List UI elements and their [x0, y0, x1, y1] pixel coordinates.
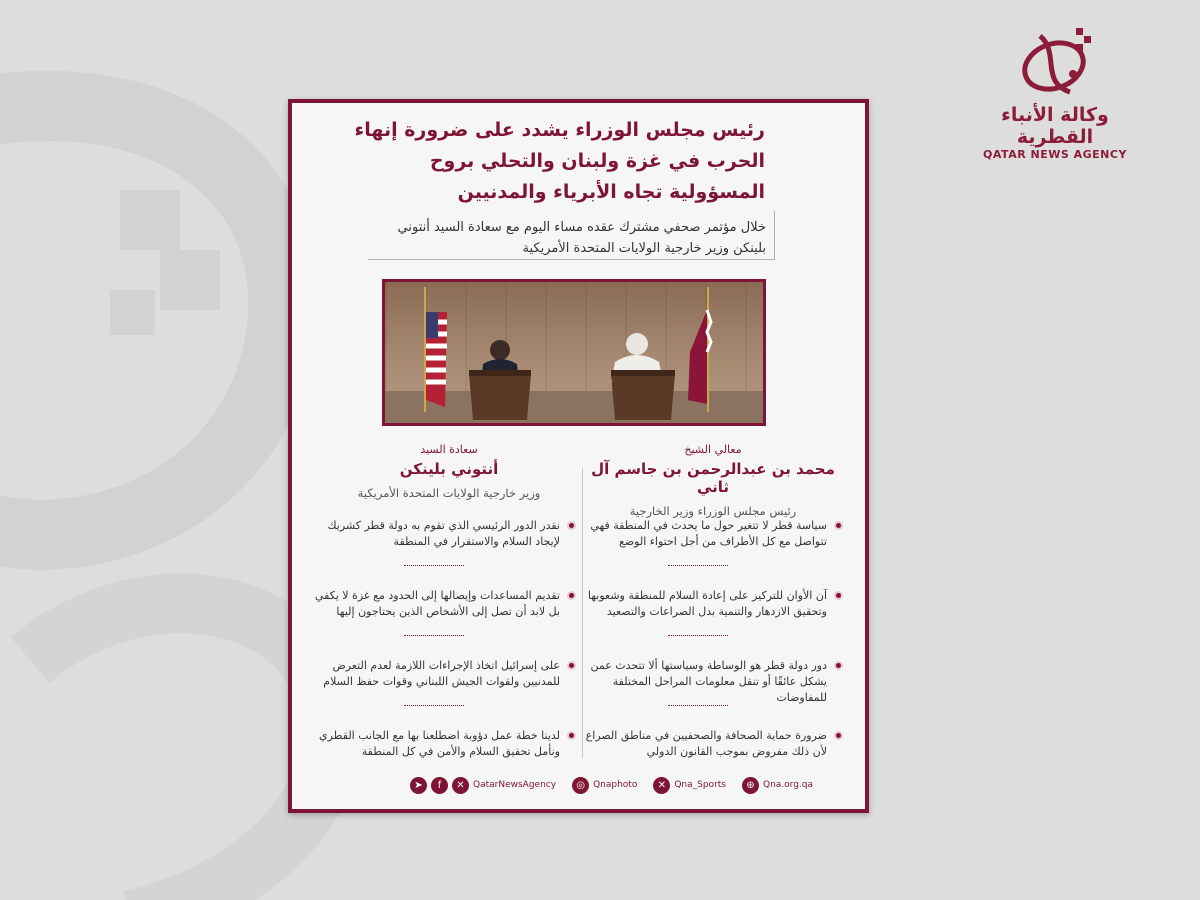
bullet-icon	[834, 521, 843, 530]
dotted-separator	[404, 565, 464, 566]
left-person-name: أنتوني بلينكن	[399, 460, 499, 478]
dotted-separator	[668, 565, 728, 566]
x-icon[interactable]: ✕	[452, 777, 469, 794]
list-item	[578, 658, 843, 728]
social-handle-2[interactable]: Qnaphoto	[593, 780, 638, 790]
point-text: نقدر الدور الرئيسي الذي تقوم به دولة قطر كشريك لإيجاد السلام والاستقرار في المنطقة	[327, 519, 560, 548]
dotted-separator	[404, 635, 464, 636]
instagram-icon[interactable]: ◎	[572, 777, 589, 794]
bullet-icon	[834, 591, 843, 600]
point-text: على إسرائيل اتخاذ الإجراءات اللازمة لعدم التعرض للمدنيين ولقوات الجيش اللبناني وقوات حفظ السلام	[323, 659, 560, 688]
subtitle-box	[368, 211, 775, 260]
point-text: آن الأوان للتركيز على إعادة السلام للمنطقة وشعوبها وتحقيق الازدهار والتنمية بدل الصراعات والتصعيد	[587, 589, 827, 618]
logo-arabic-text: وكالة الأنباء القطرية	[1001, 104, 1109, 148]
point-text: دور دولة قطر هو الوساطة وسياستها ألا تتحدث عمن يشكل عائقًا أو تنقل معلومات المراحل المختلفة للمفاوضات	[590, 659, 827, 704]
x-icon[interactable]: ✕	[653, 777, 670, 794]
list-item	[578, 518, 843, 588]
list-item	[578, 588, 843, 658]
globe-icon[interactable]: ⊕	[742, 777, 759, 794]
bullet-icon	[567, 591, 576, 600]
social-handle-3[interactable]: Qna_Sports	[674, 780, 726, 790]
press-conference-photo	[382, 279, 766, 426]
list-item	[314, 658, 576, 728]
card-body	[292, 103, 865, 809]
point-text: سياسة قطر لا تتغير حول ما يحدث في المنطقة فهي تتواصل مع كل الأطراف من أجل احتواء الوضع	[590, 519, 827, 548]
right-person-name: محمد بن عبدالرحمن بن جاسم آل ثاني	[591, 460, 835, 496]
qna-logo	[970, 22, 1140, 161]
telegram-icon[interactable]: ➤	[410, 777, 427, 794]
list-item	[314, 588, 576, 658]
dotted-separator	[668, 705, 728, 706]
us-flag-icon	[426, 312, 447, 407]
right-points-list	[578, 518, 843, 798]
list-item	[314, 518, 576, 588]
point-text: تقديم المساعدات وإيصالها إلى الحدود مع غزة لا يكفي بل لابد أن تصل إلى الأشخاص الذين يحتاجون إليها	[314, 589, 560, 618]
headline: رئيس مجلس الوزراء يشدد على ضرورة إنهاء الحرب في غزة ولبنان والتحلي بروح المسؤولية تجاه الأبرياء والمدنيين	[354, 119, 765, 203]
right-honorific: معالي الشيخ	[684, 443, 742, 456]
left-person-role: وزير خارجية الولايات المتحدة الأمريكية	[357, 486, 541, 500]
news-card	[288, 99, 869, 813]
social-handle-1[interactable]: QatarNewsAgency	[473, 780, 557, 790]
logo-english-text: QATAR NEWS AGENCY	[983, 148, 1127, 161]
right-person-header	[583, 443, 843, 518]
social-footer	[410, 775, 825, 795]
left-honorific: سعادة السيد	[420, 443, 478, 456]
bullet-icon	[834, 731, 843, 740]
dotted-separator	[404, 705, 464, 706]
bullet-icon	[567, 731, 576, 740]
qna-emblem-icon	[1010, 22, 1100, 102]
photo-scene	[385, 282, 763, 423]
point-text: لدينا خطة عمل دؤوبة اضطلعنا بها مع الجانب القطري ونأمل تحقيق السلام والأمن في كل المنطقة	[319, 729, 560, 758]
left-person-header	[324, 443, 574, 500]
point-text: ضرورة حماية الصحافة والصحفيين في مناطق الصراع لأن ذلك مفروض بموجب القانون الدولي	[585, 729, 827, 758]
left-points-list	[314, 518, 576, 798]
bullet-icon	[834, 661, 843, 670]
right-person-role: رئيس مجلس الوزراء وزير الخارجية	[629, 504, 797, 518]
dotted-separator	[668, 635, 728, 636]
bullet-icon	[567, 521, 576, 530]
facebook-icon[interactable]: f	[431, 777, 448, 794]
bullet-icon	[567, 661, 576, 670]
subtitle: خلال مؤتمر صحفي مشترك عقده مساء اليوم مع سعادة السيد أنتوني بلينكن وزير خارجية الولايات المتحدة الأمريكية	[397, 220, 766, 256]
social-handle-4[interactable]: Qna.org.qa	[762, 780, 813, 790]
